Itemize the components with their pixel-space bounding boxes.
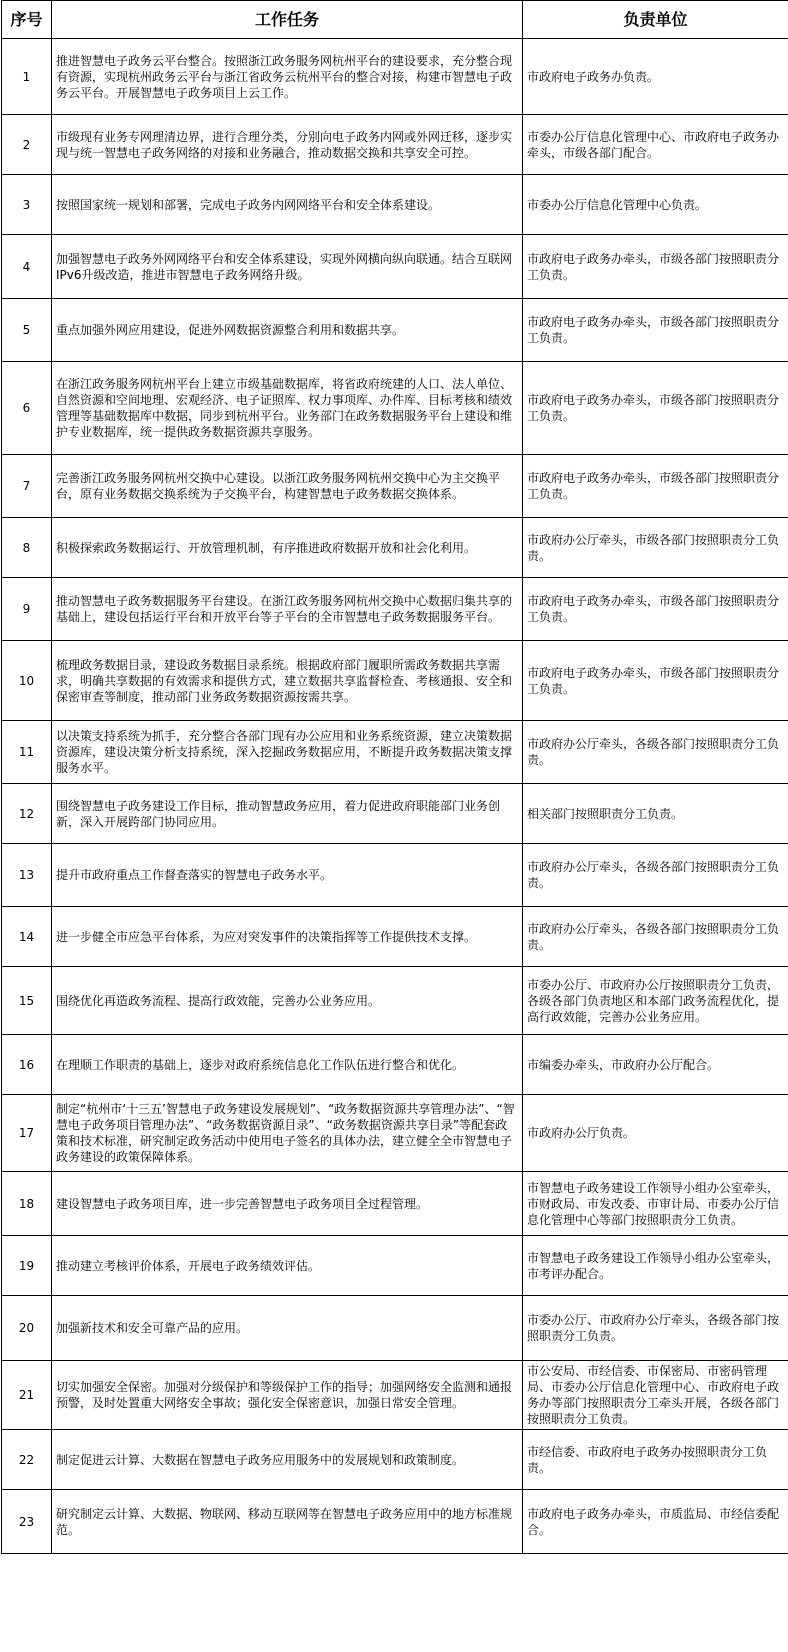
row-task: 制定促进云计算、大数据在智慧电子政务应用服务中的发展规划和政策制度。 xyxy=(52,1430,523,1490)
table-body xyxy=(2,39,788,1554)
table-row xyxy=(2,1236,788,1296)
row-unit: 市政府办公厅牵头，各级各部门按照职责分工负责。 xyxy=(523,844,788,907)
row-task: 重点加强外网应用建设，促进外网数据资源整合利用和数据共享。 xyxy=(52,299,523,362)
row-number: 7 xyxy=(2,455,52,518)
row-unit: 市编委办牵头，市政府办公厅配合。 xyxy=(523,1035,788,1095)
row-number: 11 xyxy=(2,721,52,784)
row-number: 22 xyxy=(2,1430,52,1490)
table-row xyxy=(2,235,788,299)
row-unit: 市智慧电子政务建设工作领导小组办公室牵头，市考评办配合。 xyxy=(523,1236,788,1296)
row-unit: 市公安局、市经信委、市保密局、市密码管理局、市委办公厅信息化管理中心、市政府电子政务办等部门按照职责分工牵头开展，各级各部门按照职责分工负责。 xyxy=(523,1361,788,1430)
row-task: 围绕优化再造政务流程、提高行政效能，完善办公业务应用。 xyxy=(52,967,523,1035)
table-row xyxy=(2,175,788,235)
table-header-row xyxy=(2,1,788,39)
row-unit: 市政府电子政务办牵头，市级各部门按照职责分工负责。 xyxy=(523,455,788,518)
row-unit: 市政府电子政务办牵头，市级各部门按照职责分工负责。 xyxy=(523,362,788,455)
row-task: 推进智慧电子政务云平台整合。按照浙江政务服务网杭州平台的建设要求，充分整合现有资源，实现杭州政务云平台与浙江省政务云杭州平台的整合对接，构建市智慧电子政务云平台。开展智慧电子政务项目上云工作。 xyxy=(52,39,523,115)
task-table xyxy=(1,0,788,1554)
table-row xyxy=(2,844,788,907)
row-number: 21 xyxy=(2,1361,52,1430)
row-unit: 市智慧电子政务建设工作领导小组办公室牵头，市财政局、市发改委、市审计局、市委办公厅信息化管理中心等部门按照职责分工负责。 xyxy=(523,1172,788,1236)
table-row xyxy=(2,1035,788,1095)
row-number: 13 xyxy=(2,844,52,907)
table-row xyxy=(2,518,788,578)
table-row xyxy=(2,578,788,641)
row-task: 提升市政府重点工作督查落实的智慧电子政务水平。 xyxy=(52,844,523,907)
row-unit: 市政府办公厅牵头，各级各部门按照职责分工负责。 xyxy=(523,721,788,784)
table-row xyxy=(2,1361,788,1430)
row-task: 按照国家统一规划和部署，完成电子政务内网网络平台和安全体系建设。 xyxy=(52,175,523,235)
row-unit: 市政府办公厅牵头，市级各部门按照职责分工负责。 xyxy=(523,518,788,578)
row-task: 以决策支持系统为抓手，充分整合各部门现有办公应用和业务系统资源，建立决策数据资源库，建设决策分析支持系统，深入挖掘政务数据应用，不断提升政务数据决策支撑服务水平。 xyxy=(52,721,523,784)
row-unit: 市政府办公厅牵头，各级各部门按照职责分工负责。 xyxy=(523,907,788,967)
row-unit: 相关部门按照职责分工负责。 xyxy=(523,784,788,844)
row-unit: 市政府电子政务办牵头，市级各部门按照职责分工负责。 xyxy=(523,578,788,641)
row-number: 8 xyxy=(2,518,52,578)
row-unit: 市经信委、市政府电子政务办按照职责分工负责。 xyxy=(523,1430,788,1490)
header-task: 工作任务 xyxy=(52,1,523,39)
row-number: 15 xyxy=(2,967,52,1035)
row-number: 17 xyxy=(2,1095,52,1172)
row-number: 20 xyxy=(2,1296,52,1361)
row-task: 推动建立考核评价体系，开展电子政务绩效评估。 xyxy=(52,1236,523,1296)
row-task: 市级现有业务专网理清边界，进行合理分类，分别向电子政务内网或外网迁移，逐步实现与统一智慧电子政务网络的对接和业务融合，推动数据交换和共享安全可控。 xyxy=(52,115,523,175)
row-number: 14 xyxy=(2,907,52,967)
row-task: 加强智慧电子政务外网网络平台和安全体系建设，实现外网横向纵向联通。结合互联网IPv6升级改造，推进市智慧电子政务网络升级。 xyxy=(52,235,523,299)
row-task: 积极探索政务数据运行、开放管理机制，有序推进政府数据开放和社会化利用。 xyxy=(52,518,523,578)
table-row xyxy=(2,721,788,784)
row-task: 梳理政务数据目录，建设政务数据目录系统。根据政府部门履职所需政务数据共享需求，明确共享数据的有效需求和提供方式，建立数据共享监督检查、考核通报、安全和保密审查等制度，推动部门业务政务数据资源按需共享。 xyxy=(52,641,523,721)
row-task: 完善浙江政务服务网杭州交换中心建设。以浙江政务服务网杭州交换中心为主交换平台，原有业务数据交换系统为子交换平台，构建智慧电子政务数据交换体系。 xyxy=(52,455,523,518)
row-unit: 市政府电子政务办牵头，市级各部门按照职责分工负责。 xyxy=(523,299,788,362)
row-unit: 市政府电子政务办牵头，市级各部门按照职责分工负责。 xyxy=(523,235,788,299)
table-row xyxy=(2,1172,788,1236)
table-row xyxy=(2,1095,788,1172)
row-task: 研究制定云计算、大数据、物联网、移动互联网等在智慧电子政务应用中的地方标准规范。 xyxy=(52,1490,523,1554)
table-row xyxy=(2,784,788,844)
row-number: 10 xyxy=(2,641,52,721)
table-row xyxy=(2,115,788,175)
row-task: 在浙江政务服务网杭州平台上建立市级基础数据库，将省政府统建的人口、法人单位、自然资源和空间地理、宏观经济、电子证照库、权力事项库、办件库、目标考核和绩效管理等基础数据库中数据，同步到杭州平台。业务部门在政务数据服务平台上建设和维护专业数据库，统一提供政务数据资源共享服务。 xyxy=(52,362,523,455)
row-task: 围绕智慧电子政务建设工作目标，推动智慧政务应用，着力促进政府职能部门业务创新，深入开展跨部门协同应用。 xyxy=(52,784,523,844)
row-number: 9 xyxy=(2,578,52,641)
table-row xyxy=(2,1430,788,1490)
row-number: 1 xyxy=(2,39,52,115)
row-number: 23 xyxy=(2,1490,52,1554)
row-number: 16 xyxy=(2,1035,52,1095)
row-unit: 市政府电子政务办牵头，市质监局、市经信委配合。 xyxy=(523,1490,788,1554)
row-number: 5 xyxy=(2,299,52,362)
table-row xyxy=(2,455,788,518)
row-number: 19 xyxy=(2,1236,52,1296)
row-unit: 市政府电子政务办牵头，市级各部门按照职责分工负责。 xyxy=(523,641,788,721)
table-row xyxy=(2,967,788,1035)
row-number: 2 xyxy=(2,115,52,175)
table-row xyxy=(2,907,788,967)
table-row xyxy=(2,299,788,362)
table-row xyxy=(2,641,788,721)
table-row xyxy=(2,362,788,455)
row-unit: 市委办公厅信息化管理中心、市政府电子政务办牵头，市级各部门配合。 xyxy=(523,115,788,175)
row-task: 推动智慧电子政务数据服务平台建设。在浙江政务服务网杭州交换中心数据归集共享的基础上，建设包括运行平台和开放平台等子平台的全市智慧电子政务数据服务平台。 xyxy=(52,578,523,641)
row-number: 18 xyxy=(2,1172,52,1236)
row-task: 建设智慧电子政务项目库，进一步完善智慧电子政务项目全过程管理。 xyxy=(52,1172,523,1236)
row-task: 切实加强安全保密。加强对分级保护和等级保护工作的指导；加强网络安全监测和通报预警，及时处置重大网络安全事故；强化安全保密意识，加强日常安全管理。 xyxy=(52,1361,523,1430)
header-unit: 负责单位 xyxy=(523,1,788,39)
table-row xyxy=(2,39,788,115)
row-unit: 市委办公厅、市政府办公厅牵头，各级各部门按照职责分工负责。 xyxy=(523,1296,788,1361)
row-number: 12 xyxy=(2,784,52,844)
row-unit: 市政府办公厅负责。 xyxy=(523,1095,788,1172)
row-task: 制定“杭州市‘十三五’智慧电子政务建设发展规划”、“政务数据资源共享管理办法”、“智慧电子政务项目管理办法”、“政务数据资源目录”、“政务数据资源共享目录”等配套政策和技术标准，研究制定政务活动中使用电子签名的具体办法，建立健全全市智慧电子政务建设的政策保障体系。 xyxy=(52,1095,523,1172)
row-task: 加强新技术和安全可靠产品的应用。 xyxy=(52,1296,523,1361)
row-unit: 市委办公厅、市政府办公厅按照职责分工负责，各级各部门负责地区和本部门政务流程优化，提高行政效能，完善办公业务应用。 xyxy=(523,967,788,1035)
row-number: 6 xyxy=(2,362,52,455)
row-unit: 市政府电子政务办负责。 xyxy=(523,39,788,115)
header-index: 序号 xyxy=(2,1,52,39)
table-row xyxy=(2,1296,788,1361)
row-number: 3 xyxy=(2,175,52,235)
row-task: 进一步健全市应急平台体系，为应对突发事件的决策指挥等工作提供技术支撑。 xyxy=(52,907,523,967)
row-task: 在理顺工作职责的基础上，逐步对政府系统信息化工作队伍进行整合和优化。 xyxy=(52,1035,523,1095)
row-unit: 市委办公厅信息化管理中心负责。 xyxy=(523,175,788,235)
row-number: 4 xyxy=(2,235,52,299)
table-row xyxy=(2,1490,788,1554)
